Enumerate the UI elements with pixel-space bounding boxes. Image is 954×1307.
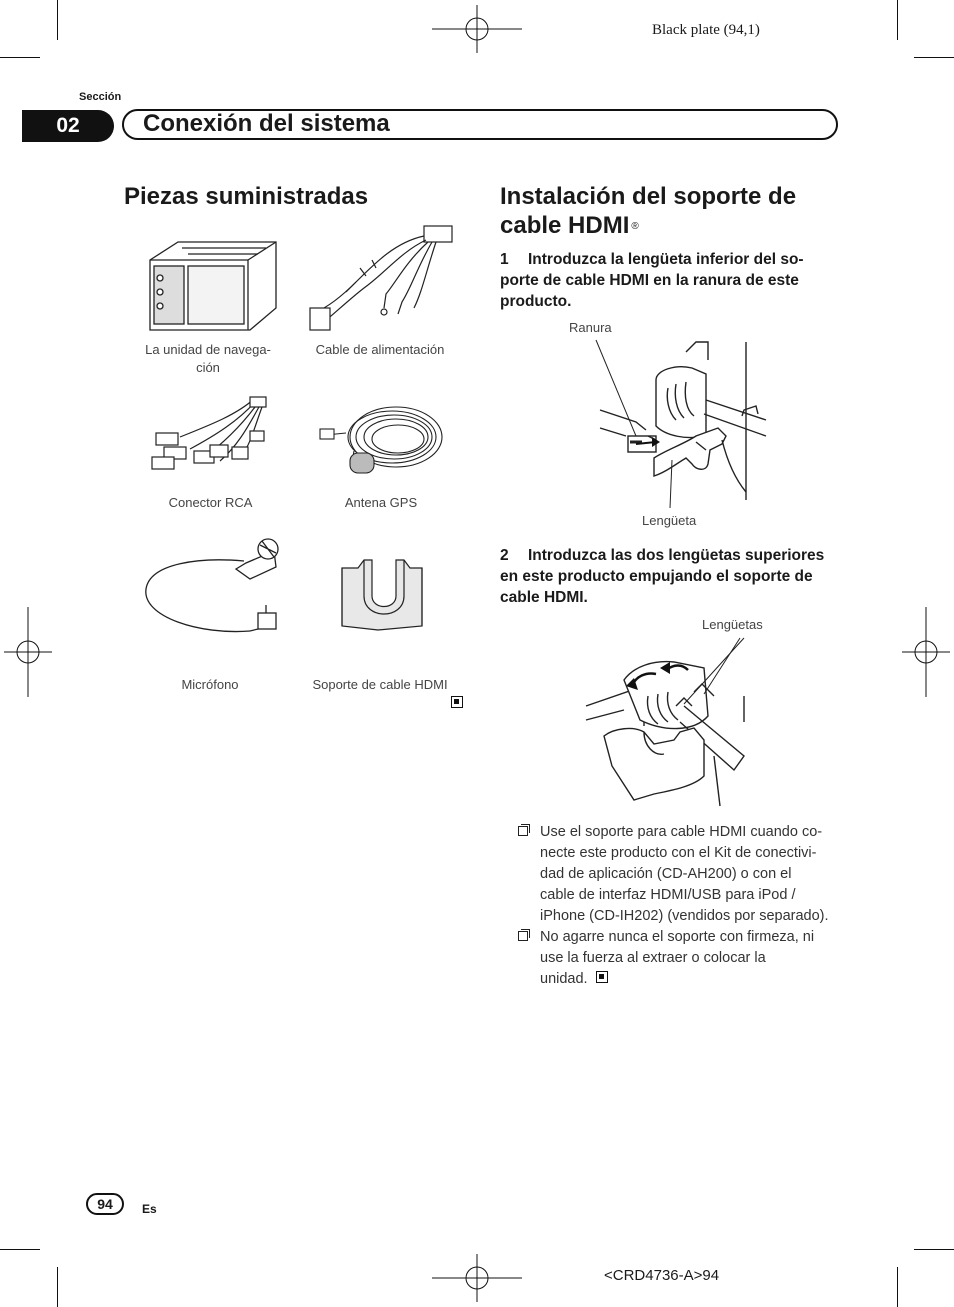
note-1	[540, 822, 850, 927]
page-number: 94	[97, 1196, 113, 1212]
install-heading-line1: Instalación del soporte de	[500, 183, 797, 210]
document-code: <CRD4736-A>94	[604, 1267, 720, 1284]
step-1	[500, 249, 840, 312]
caption-rca-connector: Conector RCA	[168, 495, 253, 510]
fig2-push-diagram	[584, 636, 754, 806]
note-1-text: Use el soporte para cable HDMI cuando co- necte este producto con el Kit de conectivi- dad de aplicación (CD-AH200) o con el cable de interfaz HDMI/USB para iPod / iPhone (CD-IH202) (vendidos por separado).	[540, 824, 829, 924]
gps-antenna-icon	[316, 393, 446, 483]
note-2-text: No agarre nunca el soporte con firmeza, ni use la fuerza al extraer o colocar la unidad.	[540, 929, 815, 987]
install-heading-line2	[500, 212, 639, 241]
step-2-text: Introduzca las dos lengüetas superiores en este producto empujando el soporte de cable HDMI.	[500, 547, 825, 606]
page-number-badge	[86, 1193, 124, 1215]
fig2-label-lenguetas: Lengüetas	[702, 617, 763, 632]
step-1-text: Introduzca la lengüeta inferior del so- porte de cable HDMI en la ranura de este producto.	[500, 251, 804, 310]
caption-hdmi-holder: Soporte de cable HDMI	[312, 677, 448, 692]
hdmi-cable-holder-icon	[338, 556, 428, 636]
caption-microphone: Micrófono	[181, 677, 239, 692]
section-title: Conexión del sistema	[143, 110, 390, 137]
section-end-mark-icon	[596, 971, 608, 983]
section-number-badge	[22, 110, 114, 142]
caption-gps-antenna: Antena GPS	[344, 495, 418, 510]
rca-connector-icon	[150, 395, 270, 480]
fig1-slot-diagram	[596, 340, 766, 500]
step-2	[500, 545, 845, 608]
microphone-icon	[140, 533, 280, 648]
fig1-label-ranura: Ranura	[569, 320, 612, 335]
checkbox-bullet-icon	[518, 826, 528, 836]
step-1-number: 1	[500, 251, 509, 268]
section-end-mark-icon	[451, 696, 463, 708]
step-2-number: 2	[500, 547, 509, 564]
power-cable-icon	[306, 222, 456, 332]
black-plate-label: Black plate (94,1)	[652, 22, 760, 38]
caption-power-cable: Cable de alimentación	[315, 342, 445, 357]
parts-heading: Piezas suministradas	[124, 183, 369, 210]
registered-mark: ®	[631, 220, 639, 232]
install-heading-hdmi: cable HDMI	[500, 212, 630, 239]
section-label: Sección	[79, 91, 122, 103]
checkbox-bullet-icon	[518, 931, 528, 941]
caption-navigation-unit: La unidad de navega- ción	[145, 342, 271, 375]
navigation-unit-icon	[138, 230, 278, 330]
section-number: 02	[56, 114, 80, 137]
note-2	[540, 927, 850, 990]
language-label: Es	[142, 1202, 157, 1216]
fig1-label-lengueta: Lengüeta	[642, 513, 697, 528]
